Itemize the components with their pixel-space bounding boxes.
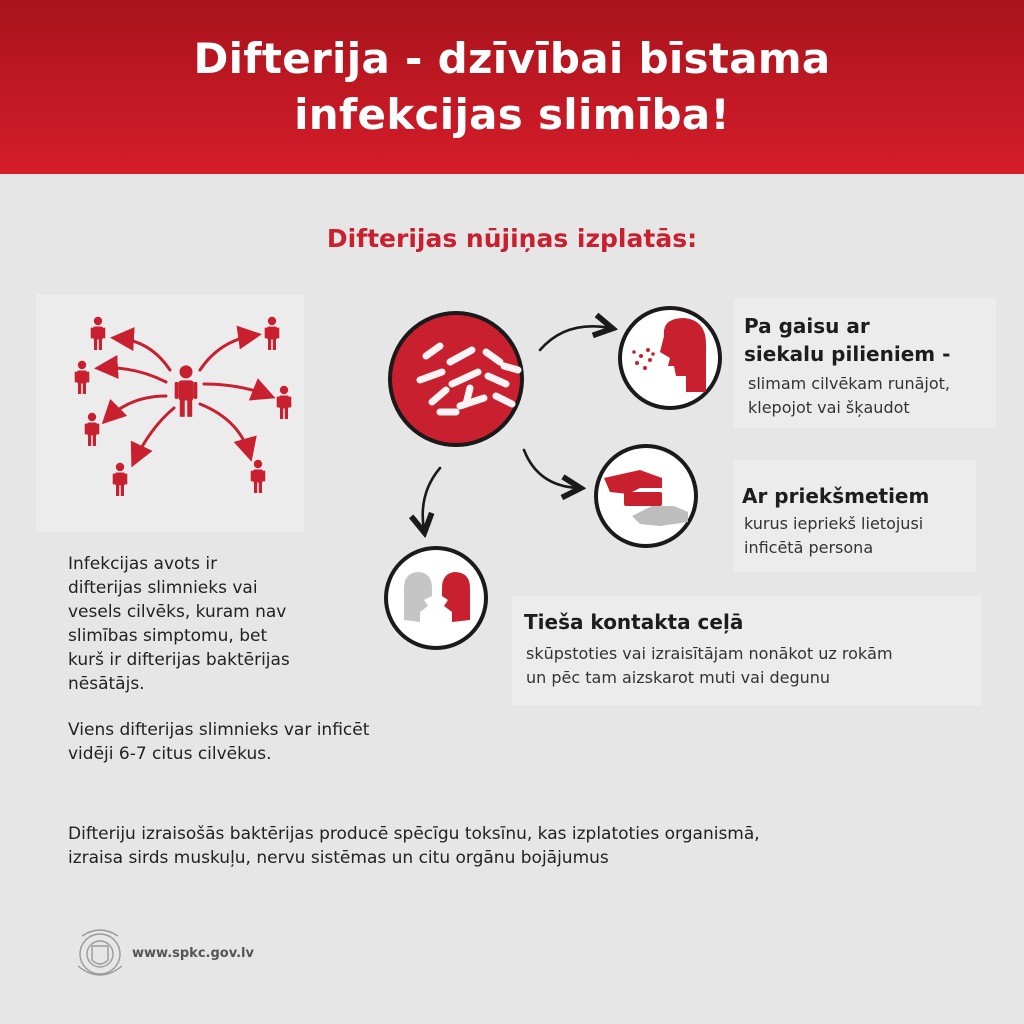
footer-url[interactable]: www.spkc.gov.lv — [132, 946, 254, 961]
subtitle: Difterijas nūjiņas izplatās: — [326, 224, 698, 253]
air-route — [744, 312, 950, 368]
source-line: slimības simptomu, bet — [68, 626, 268, 646]
infection-count-paragraph — [68, 718, 369, 766]
air-heading-line: Pa gaisu ar — [744, 314, 870, 338]
sneeze-icon — [620, 308, 720, 408]
source-line: vesels cilvēks, kuram nav — [68, 602, 287, 622]
air-text-line: klepojot vai šķaudot — [748, 398, 910, 417]
contact-text-line: skūpstoties vai izraisītājam nonākot uz rokām — [526, 644, 893, 663]
source-line: Infekcijas avots ir — [68, 554, 218, 574]
air-heading-line: siekalu pilieniem - — [744, 342, 951, 366]
objects-text-line: inficētā persona — [744, 538, 874, 557]
toxin-line: Difteriju izraisošās baktērijas producē spēcīgu toksīnu, kas izplatoties organismā, — [68, 824, 760, 844]
coat-of-arms-icon — [78, 930, 122, 975]
people-spread-icon — [75, 317, 292, 496]
title-line-2: infekcijas slimība! — [294, 90, 730, 139]
title-line-1: Difterija - dzīvībai bīstama — [193, 34, 831, 83]
air-text-line: slimam cilvēkam runājot, — [748, 374, 951, 393]
contact-heading: Tieša kontakta ceļā — [524, 610, 744, 634]
hands-object-icon — [596, 446, 696, 546]
source-paragraph — [68, 552, 290, 696]
contact-description — [526, 642, 893, 690]
source-line: difterijas slimnieks vai — [68, 578, 258, 598]
count-line: Viens difterijas slimnieks var inficēt — [68, 720, 370, 740]
contact-text-line: un pēc tam aizskarot muti vai degunu — [526, 668, 831, 687]
source-line: kurš ir difterijas baktērijas — [68, 650, 290, 670]
toxin-paragraph — [68, 822, 760, 870]
bacteria-icon — [390, 313, 522, 445]
source-line: nēsātājs. — [68, 674, 145, 694]
kiss-icon — [386, 548, 486, 648]
objects-description — [744, 512, 923, 560]
air-description — [748, 372, 950, 420]
toxin-line: izraisa sirds muskuļu, nervu sistēmas un citu orgānu bojājumus — [68, 848, 609, 868]
objects-heading: Ar priekšmetiem — [742, 484, 930, 508]
objects-text-line: kurus iepriekš lietojusi — [744, 514, 924, 533]
count-line: vidēji 6-7 citus cilvēkus. — [68, 744, 272, 764]
